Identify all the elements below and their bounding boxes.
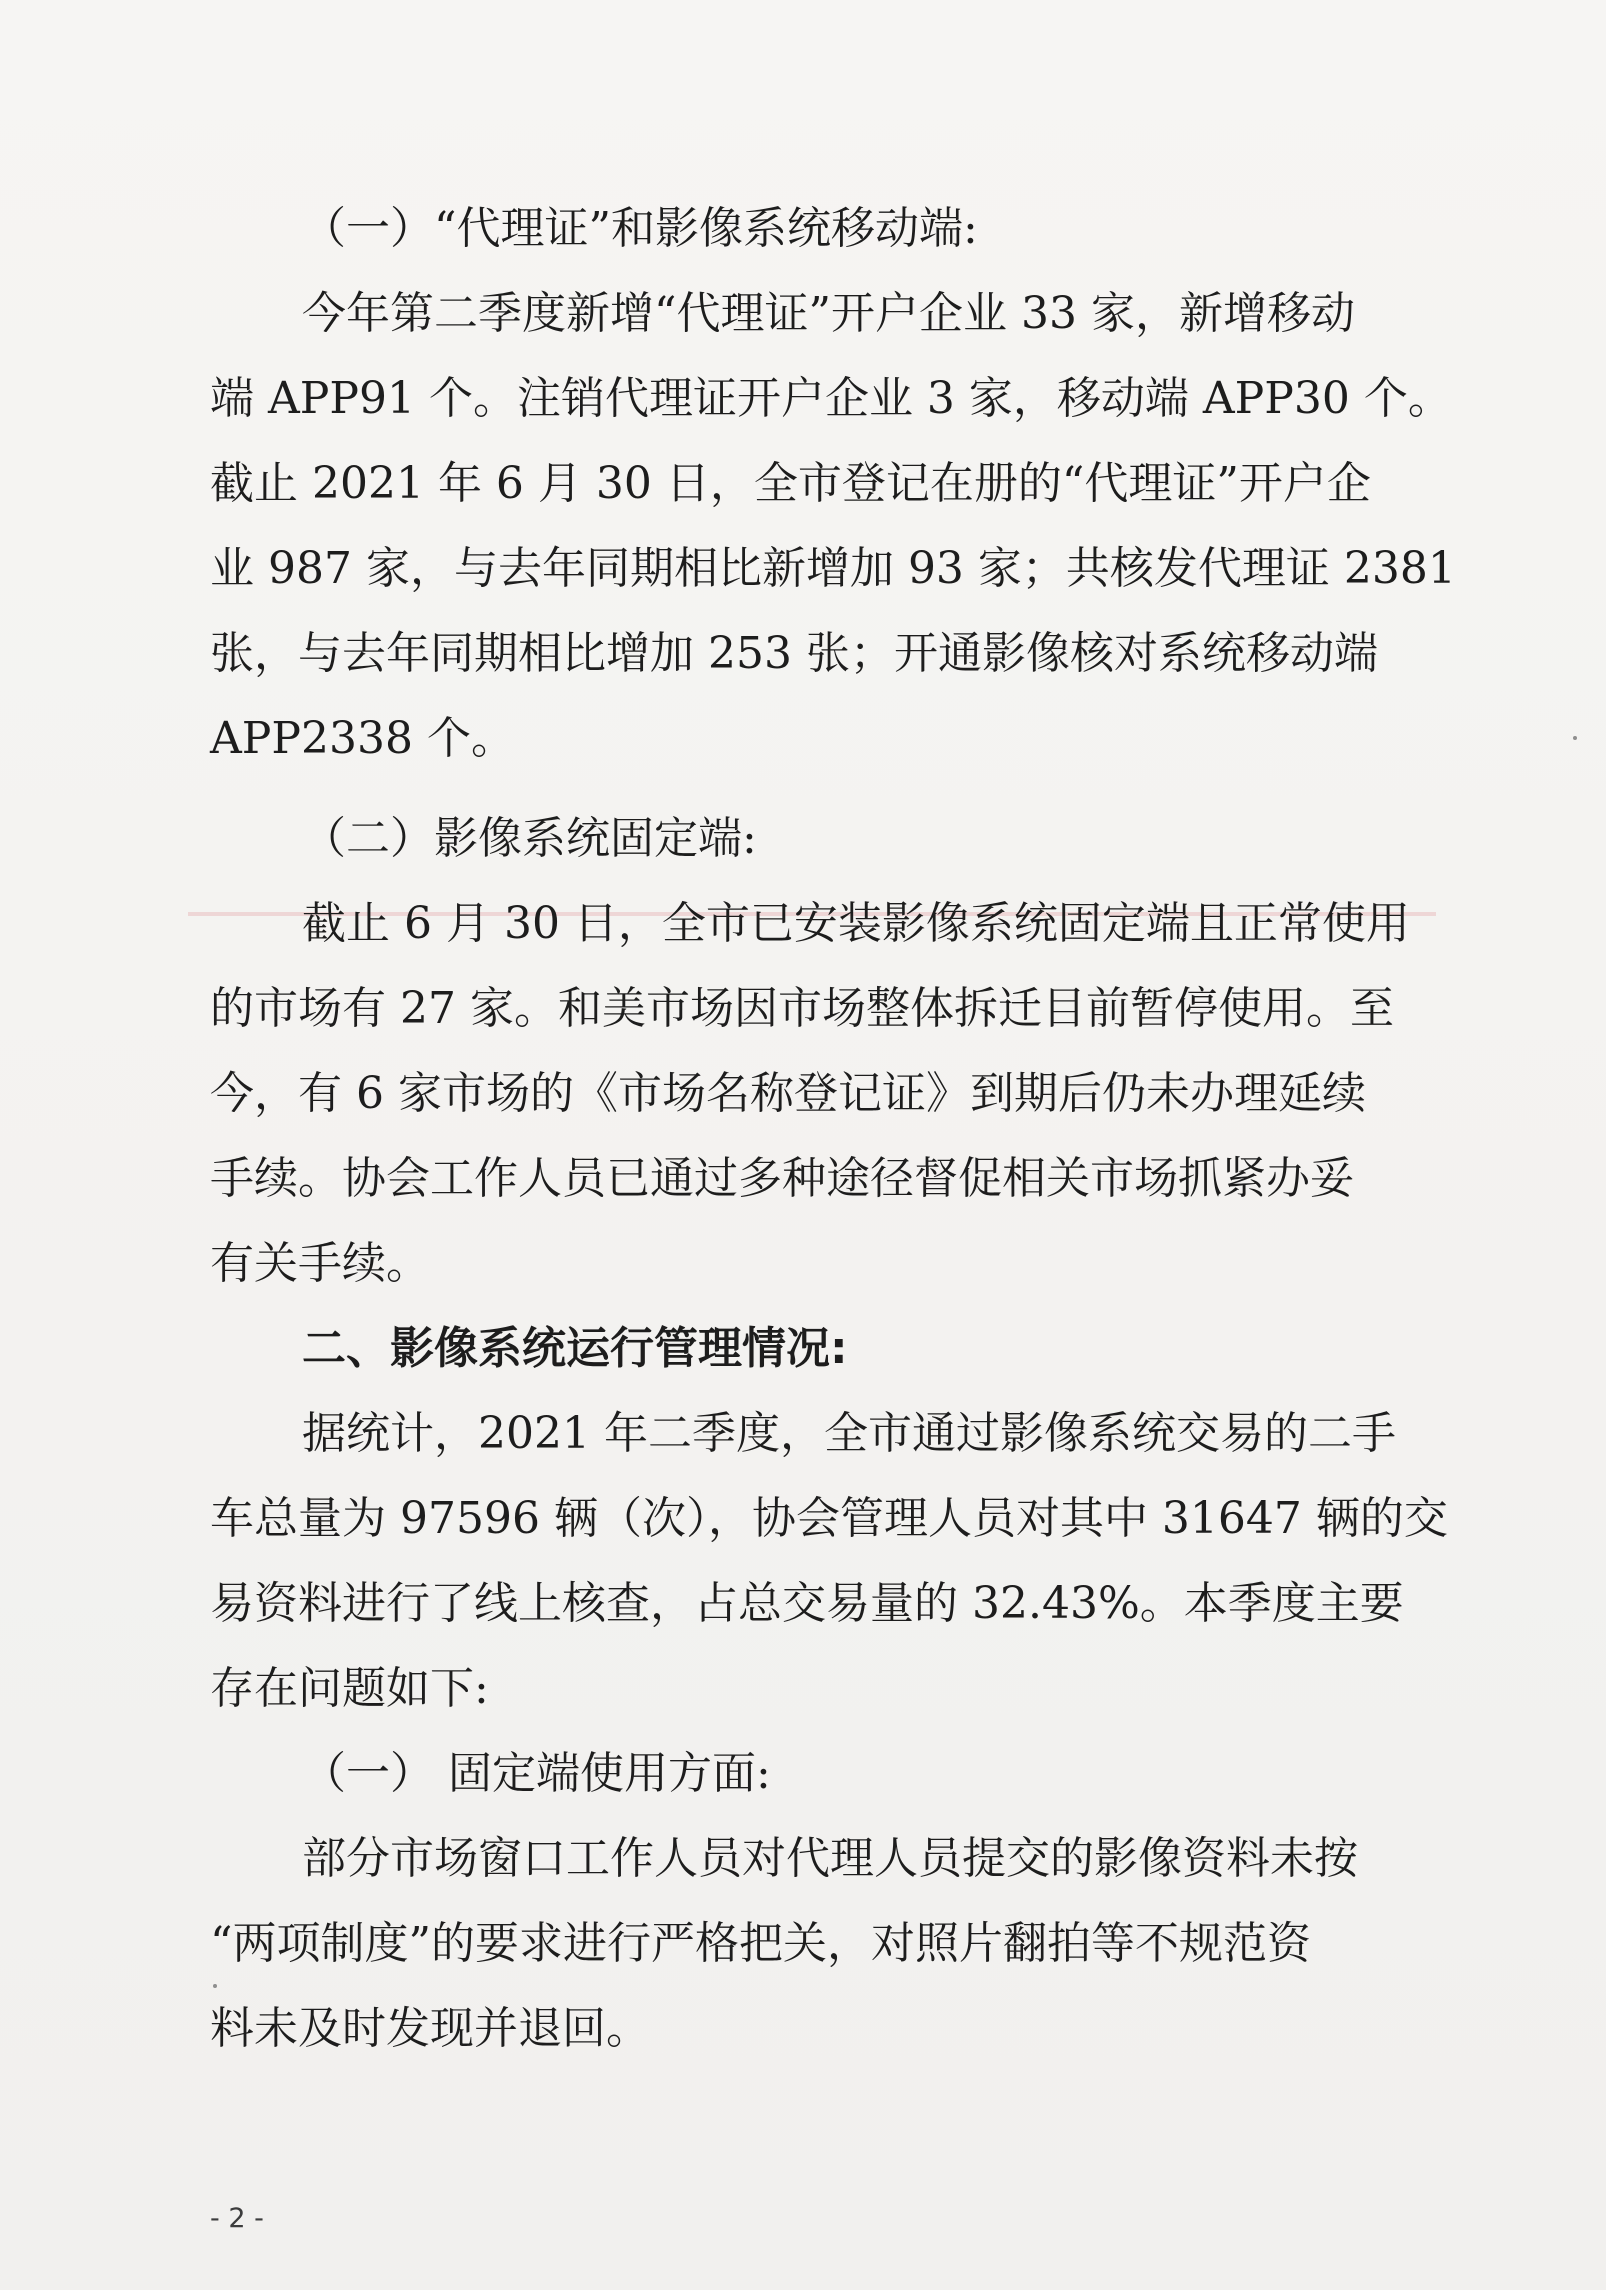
paragraph-line: 手续。协会工作人员已通过多种途径督促相关市场抓紧办妥 (210, 1153, 1354, 1204)
section-heading-fixed-terminal: （二）影像系统固定端: (302, 813, 757, 864)
page-number: - 2 - (210, 2203, 264, 2234)
paragraph-line: 有关手续。 (210, 1238, 430, 1289)
paragraph-line: “两项制度”的要求进行严格把关，对照片翻拍等不规范资 (210, 1918, 1311, 1969)
paragraph-line: 部分市场窗口工作人员对代理人员提交的影像资料未按 (302, 1833, 1358, 1884)
paragraph-line: 端 APP91 个。注销代理证开户企业 3 家，移动端 APP30 个。 (210, 373, 1452, 424)
scan-speck (213, 1984, 217, 1988)
paragraph-line: 据统计，2021 年二季度，全市通过影像系统交易的二手 (302, 1408, 1396, 1459)
paragraph-line: 今年第二季度新增“代理证”开户企业 33 家，新增移动 (302, 288, 1355, 339)
scan-speck (1573, 736, 1577, 740)
paragraph-line: 业 987 家，与去年同期相比新增加 93 家；共核发代理证 2381 (210, 543, 1456, 594)
paragraph-line: 车总量为 97596 辆（次），协会管理人员对其中 31647 辆的交 (210, 1493, 1448, 1544)
paragraph-line: APP2338 个。 (210, 713, 515, 764)
section-heading-agent-license: （一）“代理证”和影像系统移动端: (302, 203, 978, 254)
paragraph-line: 今，有 6 家市场的《市场名称登记证》到期后仍未办理延续 (210, 1068, 1366, 1119)
paragraph-line: 的市场有 27 家。和美市场因市场整体拆迁目前暂停使用。至 (210, 983, 1394, 1034)
paragraph-line: 截止 2021 年 6 月 30 日，全市登记在册的“代理证”开户企 (210, 458, 1371, 509)
paragraph-line: 料未及时发现并退回。 (210, 2003, 650, 2054)
paragraph-line: 存在问题如下: (210, 1663, 489, 1714)
paragraph-line: 易资料进行了线上核查，占总交易量的 32.43%。本季度主要 (210, 1578, 1404, 1629)
paragraph-line: 截止 6 月 30 日，全市已安装影像系统固定端且正常使用 (302, 898, 1410, 949)
paragraph-line: 张，与去年同期相比增加 253 张；开通影像核对系统移动端 (210, 628, 1378, 679)
section-heading-management: 二、影像系统运行管理情况: (302, 1323, 848, 1374)
section-heading-fixed-use: （一） 固定端使用方面: (302, 1748, 771, 1799)
